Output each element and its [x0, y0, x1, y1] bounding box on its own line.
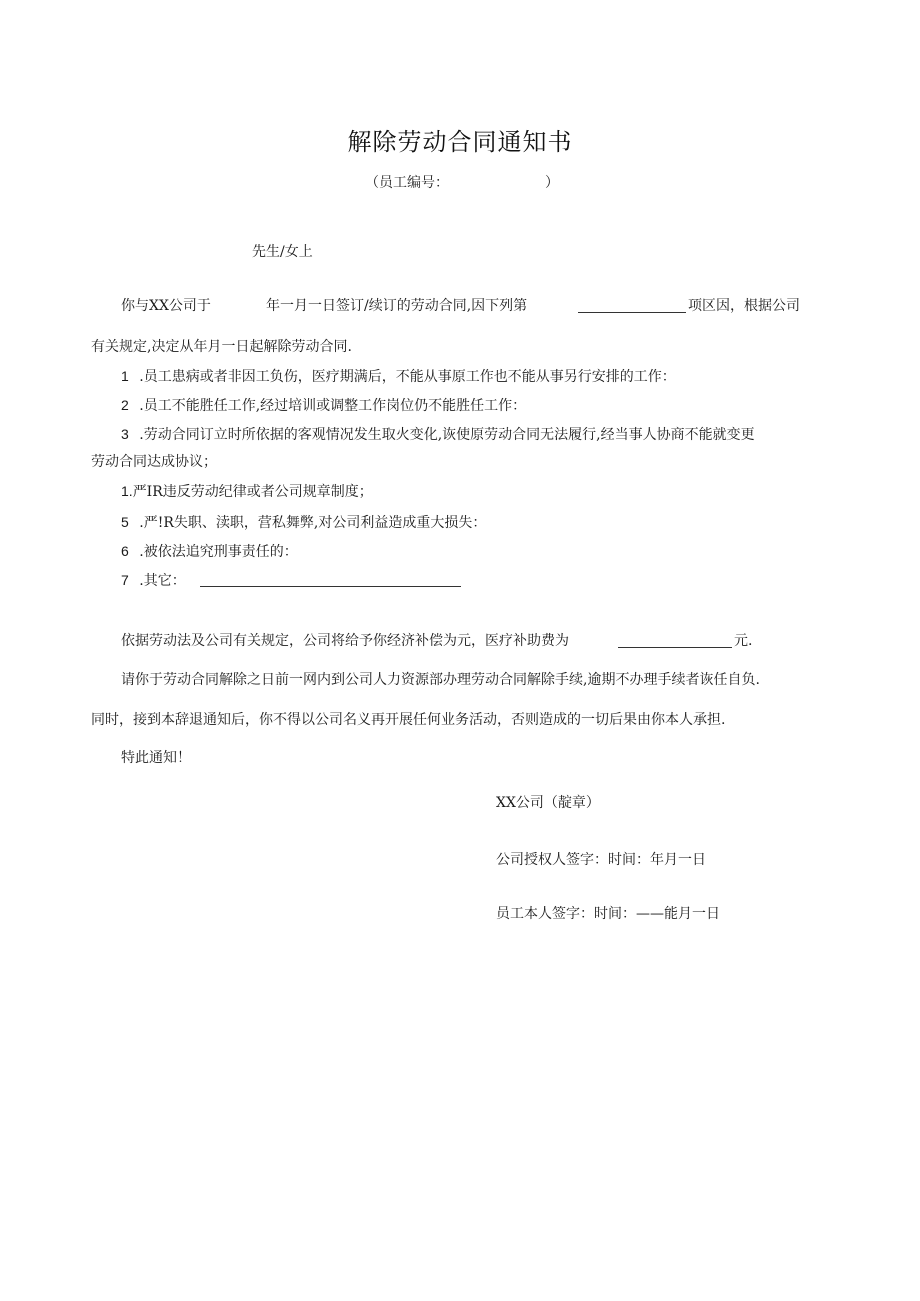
list-item: [121, 570, 186, 591]
list-item-number: 2: [121, 397, 129, 413]
list-item-number: 3: [121, 426, 129, 442]
list-item: [121, 541, 298, 562]
compensation-text: 依据劳动法及公司有关规定，公司将给予你经济补偿为元，医疗补助费为: [121, 633, 569, 649]
list-item-number: 6: [121, 543, 129, 559]
list-item-number: 1: [121, 368, 129, 384]
list-item: [121, 481, 373, 502]
list-item-number: 1.: [121, 483, 133, 499]
list-item-text: .员工患病或者非因工负伤，医疗期满后，不能从事原工作也不能从事另行安排的工作：: [139, 369, 676, 385]
closing-remark: 特此通知！: [121, 750, 191, 766]
compensation-unit: 元.: [734, 633, 753, 649]
medical-subsidy-blank: [618, 633, 732, 648]
list-item: [121, 366, 676, 387]
list-item-continuation: 劳动合同达成协议；: [91, 454, 217, 470]
list-item: [121, 424, 755, 445]
list-item-number: 5: [121, 514, 129, 530]
authorized-signature-line: 公司授权人签字：时间：年月一日: [496, 852, 706, 868]
list-item-text: 严IR违反劳动纪律或者公司规章制度；: [132, 484, 373, 500]
list-item: [121, 395, 526, 416]
item-number-blank: [578, 298, 686, 313]
list-item: [121, 512, 486, 533]
para1-reason: 项区因，根据公司: [688, 298, 800, 314]
list-item-text: .被依法追究刑事责任的：: [139, 544, 298, 560]
procedure-line-1: 请你于劳动合同解除之日前一网内到公司人力资源部办理劳动合同解除手续,逾期不办理手续者诙任自负.: [121, 672, 760, 688]
employee-number-open: （员工编号：: [365, 175, 449, 191]
list-item-number: 7: [121, 572, 129, 588]
list-item-text: .劳动合同订立时所依据的客观情况发生取火变化,诙使原劳动合同无法履行,经当事人协商不能就变更: [139, 427, 755, 443]
list-item-text: .其它：: [139, 573, 186, 589]
employee-signature-line: 员工本人签字：时间：——能月一日: [496, 906, 720, 922]
para1-intro: 你与XX公司于: [121, 298, 211, 314]
list-item-text: .员工不能胜任工作,经过培训或调整工作岗位仍不能胜任工作：: [139, 398, 527, 414]
procedure-line-2: 同时，接到本辞退通知后，你不得以公司名义再开展任何业务活动，否则造成的一切后果由你本人承担.: [91, 712, 726, 728]
salutation: 先生/女上: [252, 244, 313, 260]
employee-number-close: ）: [545, 175, 559, 191]
list-item-text: .严!R失职、渎职，营私舞弊,对公司利益造成重大损失：: [139, 515, 487, 531]
para1-line2: 有关规定,决定从年月一日起解除劳动合同.: [91, 339, 352, 355]
document-title: 解除劳动合同通知书: [347, 128, 573, 156]
employee-number-label: [365, 172, 559, 192]
company-seal-line: XX公司（靛章）: [496, 795, 600, 811]
para1-date-clause: 年一月一日签订/续订的劳动合同,因下列第: [266, 298, 528, 314]
other-reason-blank: [200, 572, 461, 587]
